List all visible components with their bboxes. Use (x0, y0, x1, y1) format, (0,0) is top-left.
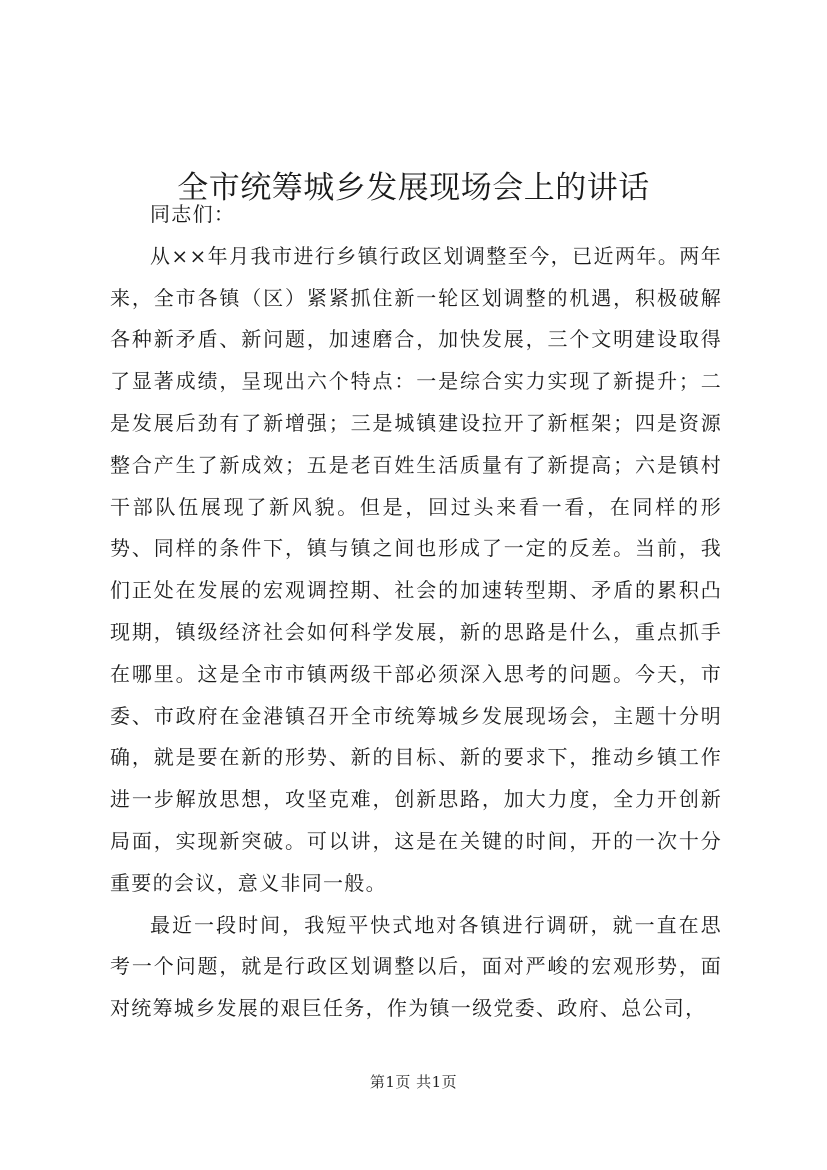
document-title: 全市统筹城乡发展现场会上的讲话 (177, 169, 650, 206)
body-paragraph-2: 最近一段时间，我短平快式地对各镇进行调研，就一直在思考一个问题，就是行政区划调整以后，面对严峻的宏观形势，面对统筹城乡发展的艰巨任务，作为镇一级党委、政府、总公司， (110, 912, 722, 1021)
document-body (110, 194, 722, 1030)
body-paragraph-1: 从××年月我市进行乡镇行政区划调整至今，已近两年。两年来，全市各镇（区）紧紧抓住新一轮区划调整的机遇，积极破解各种新矛盾、新问题，加速磨合，加快发展，三个文明建设取得了显著成绩，呈现出六个特点：一是综合实力实现了新提升；二是发展后劲有了新增强；三是城镇建设拉开了新框架；四是资源整合产生了新成效；五是老百姓生活质量有了新提高；六是镇村干部队伍展现了新风貌。但是，回过头来看一看，在同样的形势、同样的条件下，镇与镇之间也形成了一定的反差。当前，我们正处在发展的宏观调控期、社会的加速转型期、矛盾的累积凸现期，镇级经济社会如何科学发展，新的思路是什么，重点抓手在哪里。这是全市市镇两级干部必须深入思考的问题。今天，市委、市政府在金港镇召开全市统筹城乡发展现场会，主题十分明确，就是要在新的形势、新的目标、新的要求下，推动乡镇工作进一步解放思想，攻坚克难，创新思路，加大力度，全力开创新局面，实现新突破。可以讲，这是在关键的时间，开的一次十分重要的会议，意义非同一般。 (110, 243, 722, 895)
salutation: 同志们： (150, 202, 236, 226)
page-footer: 第1页 共1页 (369, 1073, 458, 1091)
